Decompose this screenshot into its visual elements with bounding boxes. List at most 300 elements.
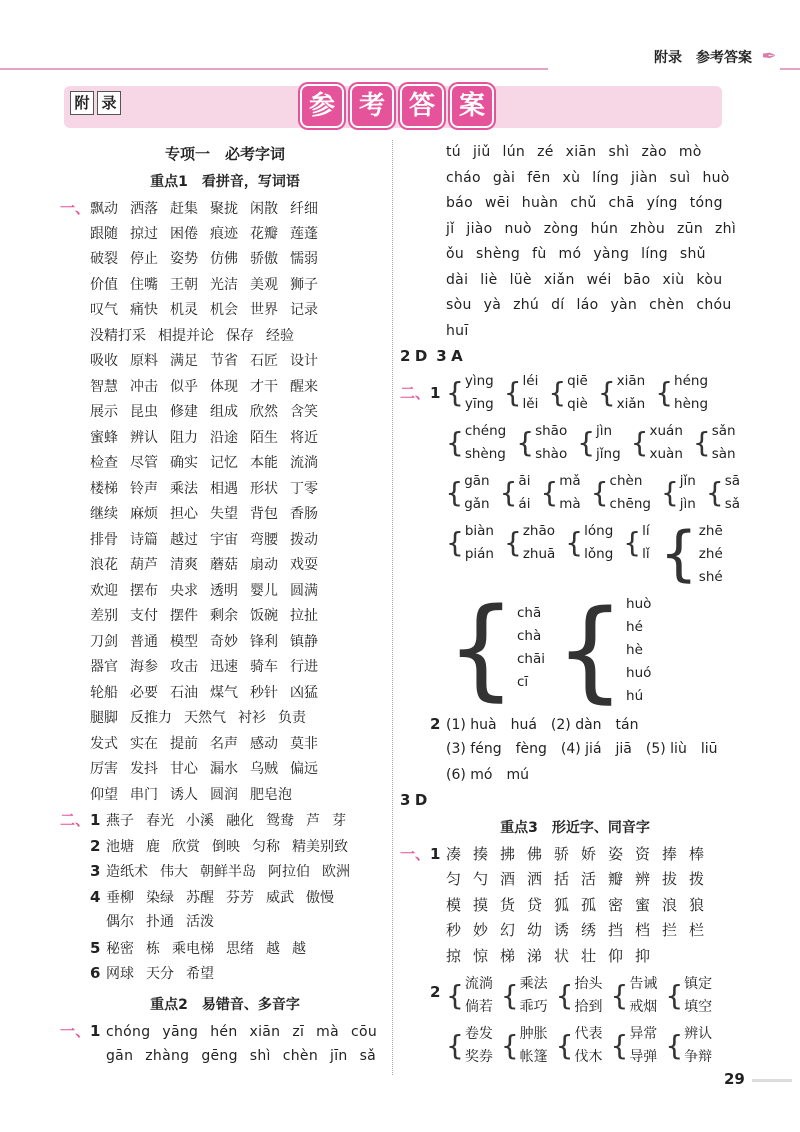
- brace-items: [559, 470, 580, 516]
- answer-word: 镇静: [290, 633, 318, 650]
- answer-word: 乘法: [519, 976, 548, 992]
- brace-row: [400, 583, 750, 714]
- pinyin-reading: jǐn: [679, 472, 696, 489]
- brace-items: [464, 470, 489, 516]
- pinyin-word: jīn: [330, 1048, 348, 1064]
- left-column: [60, 140, 390, 1070]
- answer-word: 停止: [130, 251, 158, 267]
- pinyin-reading: āi: [518, 472, 531, 489]
- answer-word: 拨动: [290, 531, 318, 548]
- answer-word: 天分: [146, 966, 174, 982]
- answer-word: 匀称: [252, 838, 280, 855]
- brace-symbol: {: [446, 425, 464, 459]
- brace-symbol: {: [610, 1029, 629, 1062]
- word-row: [60, 681, 390, 707]
- brace-symbol: {: [577, 425, 596, 459]
- answer-word: 记录: [290, 302, 318, 318]
- brace-symbol: {: [610, 979, 629, 1012]
- char-row: [400, 893, 750, 919]
- answer-word: 导弹: [629, 1049, 658, 1065]
- brace-group: [660, 520, 723, 589]
- pinyin-reading: yīng: [464, 395, 494, 412]
- pinyin-word: nuò: [504, 220, 532, 237]
- answer-char: 货: [500, 895, 516, 914]
- pinyin-word: jiào: [466, 220, 493, 237]
- pinyin-word: dài: [446, 271, 469, 288]
- answer-word: 倘若: [464, 999, 493, 1015]
- answer-word: 小溪: [186, 813, 214, 829]
- answer-word: 闲散: [250, 201, 278, 217]
- brace-items: [574, 973, 602, 1019]
- pinyin-reading: huó: [626, 664, 652, 681]
- pinyin-row: [400, 319, 750, 345]
- banner-title-char: 答: [400, 84, 444, 128]
- answer-word: 甘心: [170, 761, 198, 777]
- brace-symbol: {: [516, 425, 535, 459]
- brace-symbol: {: [555, 979, 574, 1012]
- answer-word: 住嘴: [130, 276, 158, 293]
- pinyin-reading: hè: [626, 641, 643, 658]
- section-mark: 一、: [60, 199, 91, 217]
- pinyin-word: xù: [562, 169, 581, 186]
- answer-word: 提前: [170, 735, 198, 752]
- brace-group: [555, 586, 652, 714]
- pinyin-word: zhì: [715, 220, 737, 237]
- brace-symbol: {: [446, 525, 464, 559]
- answer-word: 秒针: [250, 684, 278, 701]
- char-row: [400, 867, 750, 893]
- answer-word: 昆虫: [130, 404, 158, 420]
- banner-title-char: 案: [450, 84, 494, 128]
- answer-char: 涕: [527, 946, 543, 965]
- pinyin-word: zé: [537, 144, 554, 160]
- brace-items: [712, 420, 736, 466]
- pinyin-reading: léi: [522, 372, 539, 389]
- answer-word: 代表: [574, 1026, 603, 1042]
- reading-answers: (1) huà huá (2) dàn tán: [446, 716, 639, 733]
- brace-group: [540, 470, 580, 516]
- answer-word: 迅速: [210, 659, 238, 675]
- pinyin-reading: hé: [626, 618, 643, 635]
- answer-word: 相提并论: [158, 327, 214, 344]
- answer-word: 腿脚: [90, 710, 118, 726]
- answer-word: 展示: [90, 404, 118, 420]
- pinyin-word: mó: [558, 246, 582, 262]
- answer-word: 弯腰: [250, 531, 278, 548]
- section-mark: 二、: [400, 384, 431, 402]
- pinyin-word: lüè: [509, 271, 532, 288]
- brace-symbol: {: [503, 525, 522, 559]
- question-number: 1: [90, 1021, 101, 1040]
- answer-word: 衬衫: [238, 710, 266, 726]
- answer-word: 偶尔: [106, 914, 134, 930]
- brace-symbol: {: [590, 475, 609, 509]
- brace-group: [665, 973, 712, 1019]
- answer-word: 戒烟: [629, 999, 658, 1015]
- answer-char: 瓣: [608, 870, 624, 888]
- answer-word: 饭碗: [250, 608, 278, 624]
- answer-word: 器官: [90, 659, 118, 675]
- brace-items: [517, 602, 545, 694]
- pinyin-word: zào: [641, 144, 667, 160]
- answer-word: 满足: [170, 353, 198, 369]
- brace-row-lead: [400, 382, 446, 403]
- brace-symbol: {: [555, 1029, 574, 1062]
- word-row: [60, 757, 390, 783]
- answer-word: 保存: [226, 327, 254, 344]
- brace-items: [650, 420, 683, 466]
- answer-word: 海参: [130, 659, 158, 675]
- brace-items: [520, 1023, 548, 1069]
- answer-word: 将近: [290, 429, 318, 446]
- brace-items: [465, 520, 494, 566]
- answer-word: 修建: [170, 404, 198, 420]
- answer-word: 叹气: [90, 302, 118, 318]
- answer-word: 掠过: [130, 225, 158, 242]
- brace-symbol: {: [655, 375, 674, 409]
- answer-char: 揍: [473, 844, 489, 863]
- brace-symbol: {: [623, 525, 642, 559]
- answer-word: 倒映: [212, 838, 240, 855]
- pinyin-reading: chēng: [609, 495, 651, 512]
- answer-word: 骑车: [250, 659, 278, 675]
- brace-group: [446, 420, 506, 466]
- answer-char: 拂: [500, 844, 516, 863]
- answer-word: 希望: [186, 966, 214, 982]
- brace-group: [598, 370, 645, 416]
- answer-word: 鸳鸯: [266, 813, 294, 829]
- answer-char: 辨: [635, 870, 651, 888]
- brace-symbol: {: [446, 979, 464, 1012]
- word-row: [60, 834, 390, 860]
- pinyin-word: láo: [576, 297, 599, 313]
- k1-title: 重点1 看拼音，写词语: [150, 174, 300, 190]
- answer-word: 精美别致: [292, 838, 348, 855]
- question-number: 2: [90, 836, 101, 855]
- column-divider: [392, 140, 393, 1075]
- word-row: [60, 783, 390, 809]
- answer-word: 仿佛: [210, 251, 238, 267]
- answer-word: 网球: [106, 966, 134, 982]
- answer-word: 狮子: [290, 276, 318, 293]
- answer-word: 沿途: [210, 429, 238, 446]
- question-number: 3: [90, 862, 101, 880]
- pinyin-word: chā: [608, 195, 635, 211]
- answer-word: 卷发: [464, 1026, 493, 1042]
- answer-word: 越过: [170, 531, 198, 548]
- word-row: [60, 400, 390, 426]
- pinyin-word: zòng: [543, 220, 579, 237]
- pinyin-word: jiǔ: [472, 144, 491, 160]
- brace-items: [535, 420, 567, 466]
- answer-word: 栋: [146, 940, 160, 957]
- answer-word: 香肠: [290, 506, 318, 522]
- pinyin-word: wēi: [484, 195, 510, 211]
- pinyin-word: gēng: [201, 1048, 238, 1064]
- answer-word: 懦弱: [290, 251, 318, 267]
- word-row: [60, 196, 390, 222]
- brace-symbol: {: [665, 1029, 684, 1062]
- appendix-label: [70, 91, 124, 115]
- pinyin-reading: yìng: [464, 372, 494, 389]
- char-row: [400, 944, 750, 970]
- pinyin-row: [400, 268, 750, 294]
- brace-group: [623, 520, 649, 566]
- pinyin-word: zhòu: [630, 220, 666, 237]
- pinyin-reading: qiè: [567, 395, 588, 412]
- pinyin-reading: gǎn: [464, 495, 490, 512]
- pinyin-word: lún: [502, 144, 526, 160]
- answer-char: 酒: [500, 870, 516, 888]
- brace-group: [516, 420, 567, 466]
- answer-word: 芽: [332, 813, 346, 829]
- pinyin-reading: lí: [642, 522, 650, 539]
- brace-items: [629, 1023, 657, 1069]
- answer-word: 麻烦: [130, 506, 158, 522]
- pinyin-reading: chèn: [609, 472, 643, 489]
- answer-word: 经验: [266, 327, 294, 344]
- answer-word: 没精打采: [90, 327, 146, 344]
- brace-symbol: {: [705, 475, 724, 509]
- brace-group: [661, 470, 696, 516]
- pinyin-reading: gān: [464, 472, 490, 489]
- answer-word: 摆布: [130, 582, 158, 599]
- answer-char: 密: [608, 895, 624, 914]
- answer-word: 姿势: [170, 251, 198, 267]
- pinyin-word: dí: [551, 297, 565, 313]
- brace-symbol: {: [548, 375, 567, 409]
- answer-word: 池塘: [106, 838, 134, 855]
- pinyin-reading: héng: [674, 372, 709, 389]
- answer-char: 捧: [662, 844, 678, 863]
- word-row: [60, 859, 390, 885]
- pinyin-word: xiǎn: [543, 271, 575, 288]
- brace-symbol: {: [692, 425, 711, 459]
- brace-items: [674, 370, 708, 416]
- answer-char: 妙: [473, 921, 489, 939]
- answer-word: 仰望: [90, 786, 118, 803]
- answer-word: 摆件: [170, 608, 198, 624]
- answer-word: 莲蓬: [290, 225, 318, 242]
- answer-word: 浪花: [90, 557, 118, 573]
- answer-char: 狐: [554, 895, 570, 914]
- pinyin-word: zī: [292, 1023, 305, 1040]
- answer-char: 佛: [527, 844, 543, 863]
- brace-symbol: {: [540, 475, 559, 509]
- brace-symbol: {: [659, 519, 698, 589]
- answer-word: 发式: [90, 735, 118, 752]
- answer-row: 3 D: [400, 791, 428, 809]
- pinyin-word: sòu: [446, 297, 472, 313]
- brace-items: [523, 370, 539, 416]
- brace-symbol: {: [500, 1029, 519, 1062]
- answer-word: 乖巧: [519, 999, 548, 1015]
- pinyin-reading: hèng: [674, 395, 709, 412]
- answer-char: 仰: [608, 946, 624, 965]
- answer-char: 绣: [581, 921, 597, 939]
- brace-items: [596, 420, 621, 466]
- answer-word: 漏水: [210, 761, 238, 777]
- brace-items: [465, 420, 506, 466]
- answer-word: 告诫: [629, 976, 658, 992]
- answer-word: 行进: [290, 659, 318, 675]
- section-mark: 一、: [400, 844, 431, 863]
- page-number: 29: [724, 1070, 745, 1088]
- pinyin-reading: chéng: [464, 422, 507, 439]
- answer-char: 壮: [581, 946, 597, 965]
- answer-word: 煤气: [210, 684, 238, 701]
- answer-word: 本能: [250, 455, 278, 471]
- answer-word: 辨认: [684, 1026, 713, 1042]
- word-row: [60, 349, 390, 375]
- word-row: [60, 298, 390, 324]
- brace-items: [617, 370, 646, 416]
- pinyin-word: huò: [702, 169, 730, 186]
- question-number: 1: [90, 811, 101, 829]
- answer-word: 王朝: [170, 276, 198, 293]
- answer-char: 娇: [581, 844, 597, 863]
- answer-char: 挡: [608, 921, 624, 939]
- answer-word: 花瓣: [250, 225, 278, 242]
- answer-word: 莫非: [290, 735, 318, 752]
- brace-items: [523, 520, 555, 566]
- pinyin-word: xiān: [249, 1023, 281, 1040]
- word-row: [60, 706, 390, 732]
- pinyin-word: yà: [483, 297, 502, 313]
- pinyin-reading: sàn: [711, 445, 736, 462]
- question-number: 2: [430, 983, 441, 1001]
- answer-word: 吸收: [90, 353, 118, 369]
- pinyin-word: yāng: [162, 1023, 199, 1040]
- answer-word: 检查: [90, 455, 118, 471]
- pinyin-word: tóng: [689, 195, 723, 211]
- answer-word: 机灵: [170, 302, 198, 318]
- char-row: [400, 918, 750, 944]
- brace-items: [626, 593, 651, 708]
- header-answers: 参考答案: [696, 50, 752, 66]
- answer-word: 名声: [210, 735, 238, 752]
- answer-word: 实在: [130, 735, 158, 752]
- answer-word: 乘法: [170, 480, 198, 497]
- pinyin-word: kòu: [696, 271, 723, 288]
- answer-word: 美观: [250, 276, 278, 293]
- answer-word: 洒落: [130, 201, 158, 217]
- answer-char: 拔: [662, 870, 678, 888]
- answer-word: 垂柳: [106, 889, 134, 906]
- brace-symbol: {: [630, 425, 649, 459]
- answer-char: 匀: [446, 870, 462, 888]
- pinyin-reading: shé: [698, 568, 723, 585]
- answer-word: 染绿: [146, 889, 174, 906]
- answer-word: 跟随: [90, 225, 118, 242]
- pinyin-word: huàn: [521, 195, 559, 211]
- pinyin-reading: zhāo: [522, 522, 555, 539]
- brace-symbol: {: [665, 979, 684, 1012]
- answer-word: 朝鲜半岛: [200, 864, 256, 880]
- brace-symbol: {: [565, 525, 584, 559]
- word-row: [60, 502, 390, 528]
- answer-word: 骄傲: [250, 251, 278, 267]
- answer-char: 掠: [446, 946, 462, 965]
- word-row: [60, 961, 390, 987]
- pinyin-reading: hú: [626, 687, 644, 704]
- pinyin-word: cháo: [446, 169, 481, 186]
- answer-char: 姿: [608, 844, 624, 863]
- pinyin-reading: jìn: [596, 422, 613, 439]
- pinyin-word: shèng: [476, 246, 521, 262]
- answer-word: 体现: [210, 378, 238, 395]
- pinyin-word: fēn: [527, 169, 551, 186]
- brace-row: [400, 973, 750, 1019]
- brace-row: [400, 1023, 750, 1069]
- answer-word: 继续: [90, 506, 118, 522]
- brace-items: [584, 520, 613, 566]
- answer-word: 异常: [629, 1026, 658, 1042]
- answer-word: 填空: [684, 999, 713, 1015]
- brace-group: [504, 370, 539, 416]
- word-row: [60, 528, 390, 554]
- pinyin-reading: sā: [724, 472, 740, 489]
- answer-word: 世界: [250, 302, 278, 318]
- pinyin-word: jǐ: [446, 220, 455, 237]
- pinyin-reading: zhé: [698, 545, 723, 562]
- answer-word: 失望: [210, 506, 238, 522]
- answer-word: 偏远: [290, 761, 318, 777]
- answer-word: 奖券: [464, 1049, 493, 1065]
- answer-char: 幼: [527, 921, 543, 939]
- pinyin-word: zhú: [513, 297, 540, 313]
- answer-word: 阻力: [170, 429, 198, 446]
- answer-word: 欧洲: [322, 864, 350, 880]
- answer-char: 孤: [581, 895, 597, 914]
- brace-group: [706, 470, 740, 516]
- right-column: [400, 140, 750, 1073]
- answer-word: 流淌: [290, 455, 318, 471]
- pinyin-reading: chāi: [517, 650, 546, 667]
- brace-group: [446, 583, 546, 712]
- answer-word: 价值: [90, 276, 118, 293]
- pinyin-row: [400, 217, 750, 243]
- brace-row-lead: [400, 973, 446, 1001]
- brace-group: [445, 470, 489, 516]
- word-row: [60, 273, 390, 299]
- pinyin-reading: chā: [517, 604, 542, 621]
- brace-items: [518, 470, 530, 516]
- pinyin-word: hún: [590, 220, 619, 237]
- brace-row: [400, 420, 750, 466]
- pinyin-word: shì: [608, 144, 630, 160]
- answer-char: 秒: [446, 921, 462, 939]
- word-row: [60, 630, 390, 656]
- brace-symbol: {: [445, 475, 464, 509]
- brace-items: [567, 370, 588, 416]
- banner-title-char: 考: [350, 84, 394, 128]
- answer-word: 思绪: [226, 940, 254, 957]
- answer-word: 辨认: [130, 429, 158, 446]
- answer-char: 凑: [446, 844, 462, 863]
- answer-char: 拦: [662, 921, 678, 939]
- answer-word: 冲击: [130, 378, 158, 395]
- answer-word: 燕子: [106, 813, 134, 829]
- answer-word: 石匠: [250, 353, 278, 369]
- pinyin-word: chèn: [649, 297, 685, 313]
- answer-word: 聚拢: [210, 201, 238, 217]
- answer-char: 骄: [554, 844, 570, 863]
- answer-word: 困倦: [170, 225, 198, 242]
- question-number: 1: [430, 844, 441, 863]
- answer-word: 诗篇: [130, 531, 158, 548]
- answer-char: 勺: [473, 870, 489, 888]
